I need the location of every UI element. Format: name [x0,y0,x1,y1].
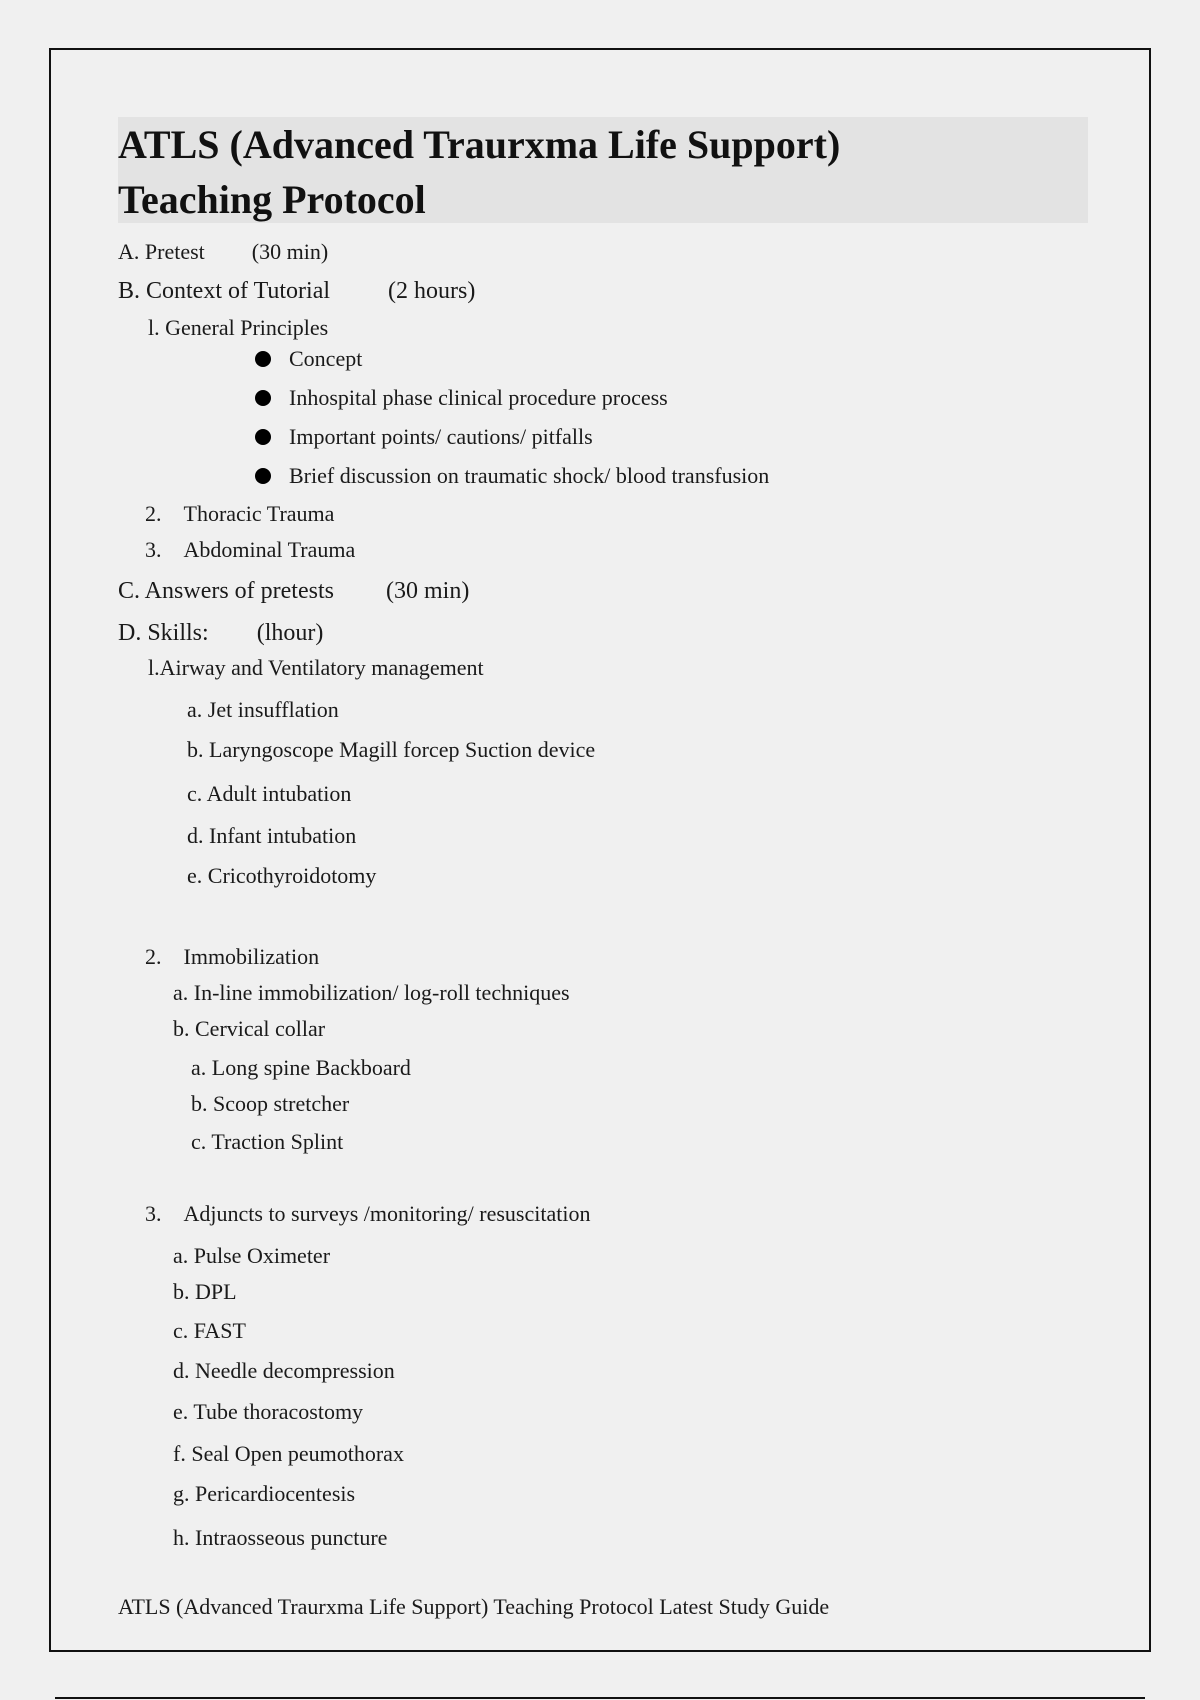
bullet-icon [255,351,271,367]
list-item: b. Cervical collar [173,1016,326,1041]
section-b [118,277,475,305]
title-line-2: Teaching Protocol [118,177,426,222]
bullet-icon [255,429,271,445]
list-item: Important points/ cautions/ pitfalls [255,423,593,451]
list-item: a. In-line immobilization/ log-roll techniques [173,980,570,1005]
section-a [118,238,328,266]
bullet-icon [255,390,271,406]
section-d3: 3. Adjuncts to surveys /monitoring/ resuscitation [145,1201,591,1226]
section-a-time: (30 min) [251,239,329,264]
section-d-label: D. Skills: [118,620,209,646]
section-d2: 2. Immobilization [145,944,320,969]
title-line-1: ATLS (Advanced Traurxma Life Support) [118,122,841,167]
section-c [118,577,469,605]
page-title [118,117,840,227]
list-item: c. Adult intubation [187,781,352,806]
list-item: b. Laryngoscope Magill forcep Suction device [187,737,596,762]
list-item: h. Intraosseous puncture [173,1525,388,1550]
section-d-time: (lhour) [256,620,324,646]
list-item: g. Pericardiocentesis [173,1481,356,1506]
list-item: d. Needle decompression [173,1358,395,1383]
section-c-time: (30 min) [385,578,470,604]
list-item: e. Tube thoracostomy [173,1399,364,1424]
list-item: e. Cricothyroidotomy [187,863,377,888]
list-item: b. DPL [173,1279,237,1304]
section-b-label: B. Context of Tutorial [118,278,331,304]
list-item: a. Pulse Oximeter [173,1243,331,1268]
section-b-time: (2 hours) [388,278,476,304]
section-c-label: C. Answers of pretests [118,578,334,604]
list-item: Inhospital phase clinical procedure process [255,384,668,412]
list-item: Brief discussion on traumatic shock/ blood transfusion [255,462,769,490]
section-a-label: A. Pretest [118,239,205,264]
page-divider [55,1697,1145,1699]
section-d1: l.Airway and Ventilatory management [148,655,484,680]
section-b2: 2. Thoracic Trauma [145,501,335,526]
list-item: b. Scoop stretcher [191,1091,350,1116]
document-page [49,48,1151,1652]
list-item: f. Seal Open peumothorax [173,1441,404,1466]
bullet-icon [255,468,271,484]
list-item: c. FAST [173,1318,246,1343]
section-b3: 3. Abdominal Trauma [145,537,356,562]
list-item: d. Infant intubation [187,823,357,848]
list-item: c. Traction Splint [191,1129,344,1154]
page-footer: ATLS (Advanced Traurxma Life Support) Teaching Protocol Latest Study Guide [118,1594,830,1619]
list-item: a. Long spine Backboard [191,1055,411,1080]
list-item: Concept [255,345,362,373]
section-b1: l. General Principles [148,315,329,340]
list-item: a. Jet insufflation [187,697,339,722]
section-d [118,619,323,647]
